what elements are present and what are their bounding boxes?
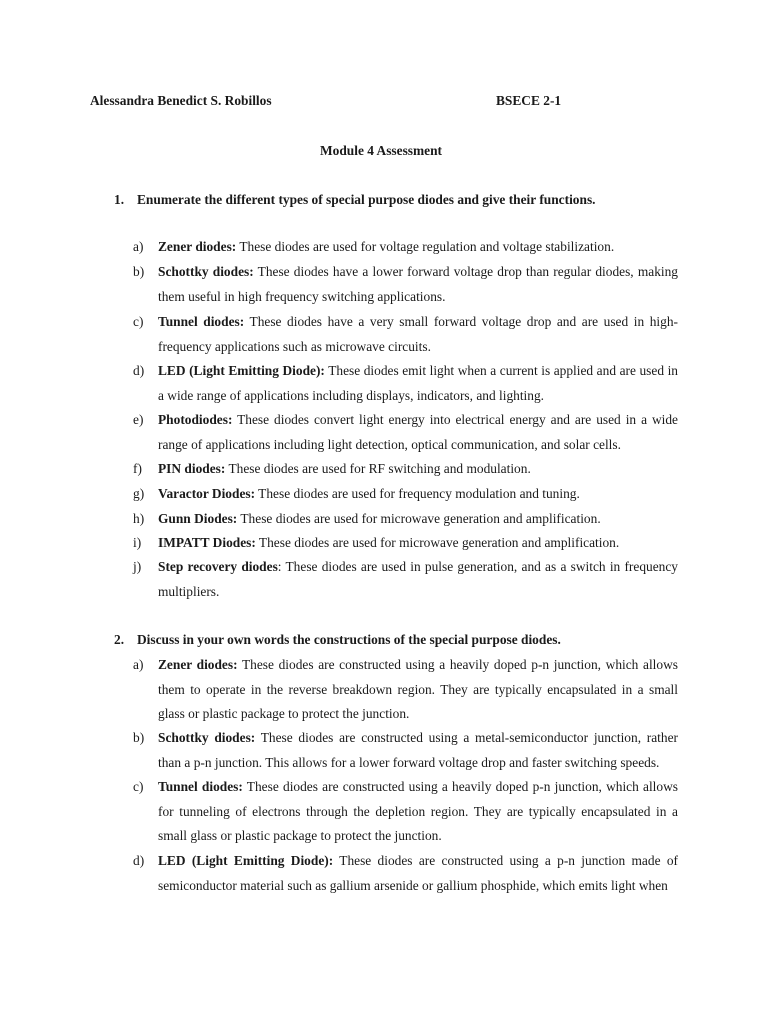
list-item [133,726,678,775]
list-item [133,260,678,309]
question-text: Enumerate the different types of special purpose diodes and give their functions. [137,192,596,207]
list-item-label: h) [133,511,145,526]
list-item-label: c) [133,779,144,794]
list-item-term: LED (Light Emitting Diode): [158,363,325,378]
question-text: Discuss in your own words the constructions of the special purpose diodes. [137,632,561,647]
list-item-text: These diodes are used for RF switching and modulation. [225,461,531,476]
list-item-text: These diodes are used for microwave generation and amplification. [237,511,601,526]
list-item [133,531,678,556]
list-item [133,482,678,507]
list-item [133,408,678,457]
list-item-label: b) [133,264,145,279]
list-item-label: a) [133,239,144,254]
list-item-text: These diodes are constructed using a heavily doped p-n junction, which allows them to operate in the reverse breakdown region. They are typically encapsulated in a small glass or plastic package to protect the junction. [158,657,678,721]
list-item-text: These diodes have a very small forward voltage drop and are used in high-frequency applications such as microwave circuits. [158,314,678,354]
list-item-term: IMPATT Diodes: [158,535,256,550]
list-item-term: Schottky diodes: [158,730,256,745]
list-item [133,457,678,482]
list-item-label: g) [133,486,145,501]
list-item [133,359,678,408]
list-item-label: d) [133,363,145,378]
list-item [133,849,678,898]
list-item-label: c) [133,314,144,329]
list-item-term: Schottky diodes: [158,264,254,279]
page-title: Module 4 Assessment [320,143,443,158]
list-item-term: Tunnel diodes: [158,314,245,329]
list-item [133,310,678,359]
list-item-text: These diodes are used for voltage regulation and voltage stabilization. [236,239,615,254]
list-item-text: These diodes are constructed using a heavily doped p-n junction, which allows for tunneling of electrons through the depletion region. They are typically encapsulated in a small glass or plastic package to protect the junction. [158,779,678,843]
list-item-term: Zener diodes: [158,657,238,672]
list-item-term: PIN diodes: [158,461,226,476]
list-item-text: These diodes have a lower forward voltage drop than regular diodes, making them useful in high frequency switching applications. [158,264,678,304]
student-name: Alessandra Benedict S. Robillos [90,93,272,108]
list-item-label: d) [133,853,145,868]
list-item-label: j) [133,559,142,574]
list-item-label: f) [133,461,142,476]
list-item [133,235,678,260]
list-item [133,555,678,604]
list-item-term: Gunn Diodes: [158,511,238,526]
question-number: 2. [114,632,125,647]
list-item-term: LED (Light Emitting Diode): [158,853,334,868]
list-item-label: b) [133,730,145,745]
list-item-text: These diodes are used for microwave generation and amplification. [255,535,620,550]
list-item [133,653,678,727]
section-label: BSECE 2-1 [496,93,562,108]
list-item-label: i) [133,535,142,550]
list-item-text: These diodes emit light when a current is applied and are used in a wide range of applications including displays, indicators, and lighting. [158,363,678,403]
list-item-term: Tunnel diodes: [158,779,243,794]
list-item-term: Step recovery diodes [158,559,278,574]
list-item-label: e) [133,412,144,427]
list-item-term: Photodiodes: [158,412,233,427]
list-item-text: : These diodes are used in pulse generation, and as a switch in frequency multipliers. [158,559,678,599]
list-item-text: These diodes convert light energy into electrical energy and are used in a wide range of applications including light detection, optical communication, and solar cells. [158,412,678,452]
list-item-term: Zener diodes: [158,239,237,254]
question-number: 1. [114,192,125,207]
list-item-text: These diodes are used for frequency modulation and tuning. [255,486,580,501]
list-item-text: These diodes are constructed using a p-n junction made of semiconductor material such as gallium arsenide or gallium phosphide, which emits light when [158,853,678,893]
list-item [133,507,678,532]
list-item-text: These diodes are constructed using a metal-semiconductor junction, rather than a p-n junction. This allows for a lower forward voltage drop and faster switching speeds. [158,730,678,770]
list-item [133,775,678,849]
list-item-label: a) [133,657,144,672]
list-item-term: Varactor Diodes: [158,486,256,501]
